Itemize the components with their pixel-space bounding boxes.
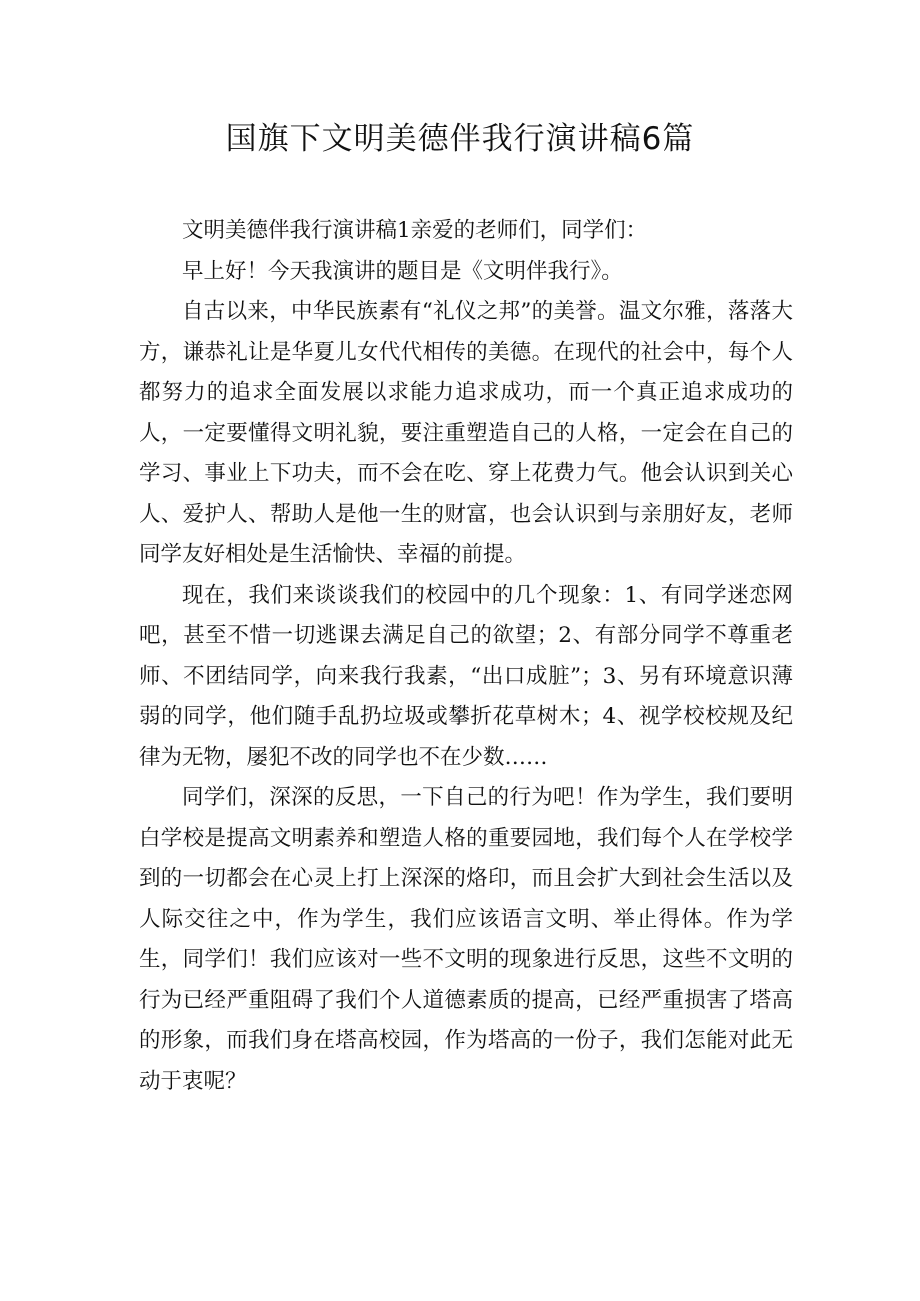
document-title: 国旗下文明美德伴我行演讲稿6篇 — [225, 121, 695, 157]
paragraph-tradition: 自古以来，中华民族素有“礼仪之邦”的美誉。温文尔雅，落落大方，谦恭礼让是华夏儿女代代相传的美德。在现代的社会中，每个人都努力的追求全面发展以求能力追求成功，而一个真正追求成功的人，一定要懂得文明礼貌，要注重塑造自己的人格，一定会在自己的学习、事业上下功夫，而不会在吃、穿上花费力气。他会认识到关心人、爱护人、帮助人是他一生的财富，也会认识到与亲朋好友，老师同学友好相处是生活愉快、幸福的前提。 — [139, 299, 793, 567]
paragraph-reflection: 同学们，深深的反思，一下自己的行为吧！作为学生，我们要明白学校是提高文明素养和塑造人格的重要园地，我们每个人在学校学到的一切都会在心灵上打上深深的烙印，而且会扩大到社会生活以及人际交往之中，作为学生，我们应该语言文明、举止得体。作为学生，同学们！我们应该对一些不文明的现象进行反思，这些不文明的行为已经严重阻碍了我们个人道德素质的提高，已经严重损害了塔高的形象，而我们身在塔高校园，作为塔高的一份子，我们怎能对此无动于衷呢？ — [139, 785, 793, 1094]
paragraph-campus-phenomena: 现在，我们来谈谈我们的校园中的几个现象：1、有同学迷恋网吧，甚至不惜一切逃课去满足自己的欲望；2、有部分同学不尊重老师、不团结同学，向来我行我素，“出口成脏”；3、另有环境意识薄弱的同学，他们随手乱扔垃圾或攀折花草树木；4、视学校校规及纪律为无物，屡犯不改的同学也不在少数…… — [139, 582, 793, 770]
paragraph-topic: 早上好！今天我演讲的题目是《文明伴我行》。 — [182, 258, 623, 284]
document-body — [139, 211, 793, 1102]
paragraph-greeting: 文明美德伴我行演讲稿1亲爱的老师们，同学们： — [182, 218, 648, 243]
